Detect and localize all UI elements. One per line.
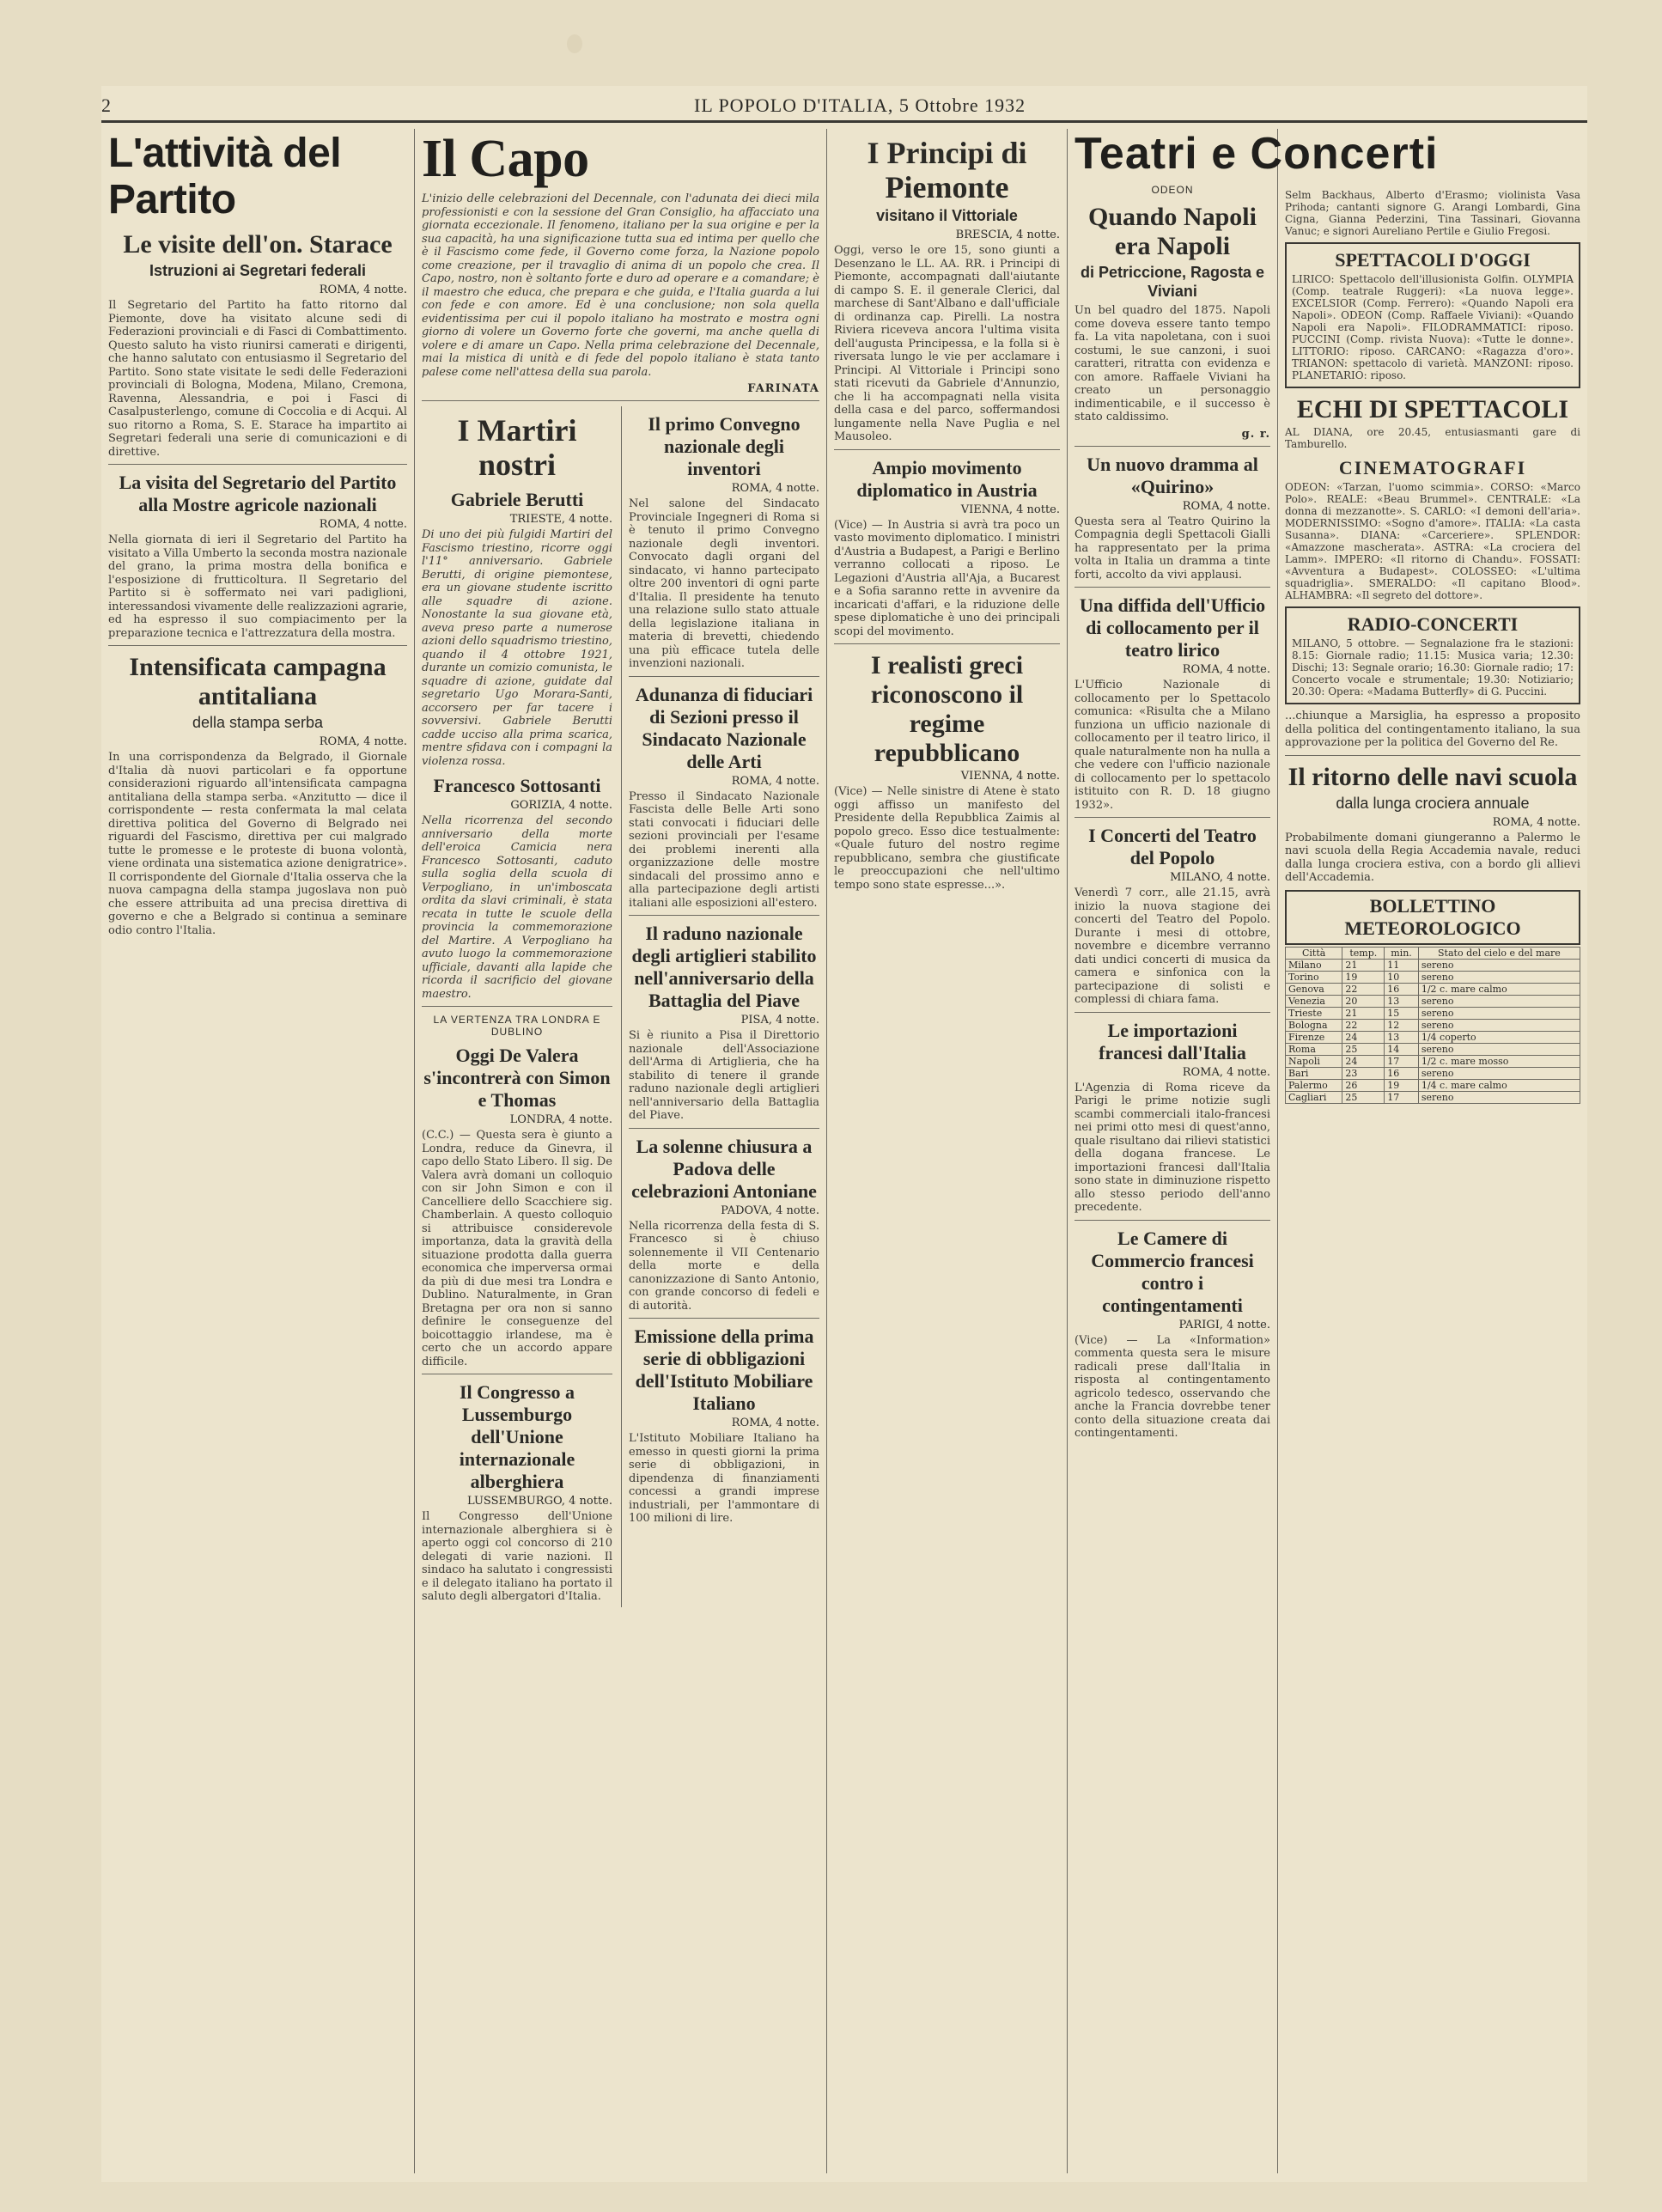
- dateline: ROMA, 4 notte.: [731, 482, 819, 495]
- martyr-name: Francesco Sottosanti: [433, 775, 601, 796]
- article-title: Il ritorno delle navi scuola: [1288, 762, 1578, 791]
- divider: [1075, 587, 1270, 588]
- article-body: Nella ricorrenza della festa di S. Francesco si è chiuso solennemente il VII Centenario della morte e della canonizzazione di Santo Antonio, con grande concorso di fedeli e di autorità.: [629, 1219, 819, 1313]
- table-row: [1286, 971, 1580, 983]
- table-cell: Trieste: [1286, 1007, 1342, 1019]
- divider: [1285, 755, 1580, 756]
- divider: [834, 643, 1060, 644]
- dateline: ROMA, 4 notte.: [1182, 499, 1270, 513]
- table-cell: sereno: [1418, 1019, 1580, 1031]
- meteo-title: BOLLETTINO METEOROLOGICO: [1285, 890, 1580, 945]
- table-row: [1286, 959, 1580, 971]
- table-cell: Torino: [1286, 971, 1342, 983]
- meteo-table: [1285, 947, 1580, 1104]
- box-title: RADIO-CONCERTI: [1347, 613, 1519, 635]
- column-5: [1278, 129, 1587, 2173]
- article-title: La visita del Segretario del Partito alla Mostre agricole nazionali: [119, 472, 397, 515]
- table-cell: Milano: [1286, 959, 1342, 971]
- dateline: PARIGI, 4 notte.: [1178, 1318, 1270, 1331]
- article-body: (Vice) — Nelle sinistre di Atene è stato oggi affisso un manifesto del Presidente della Repubblica Zaimis al popolo greco. Esso dice testualmente: «Quale futuro del nostro regime repubblicano, sembra che giustificate le preoccupazioni che nell'ultimo tempo sono state espresse...».: [834, 785, 1060, 892]
- theatre-name: ODEON: [1151, 184, 1194, 196]
- sub-column-right: [621, 406, 819, 1607]
- table-cell: 21: [1342, 959, 1385, 971]
- section-heading-partito: L'attività del Partito: [108, 131, 342, 222]
- dateline: VIENNA, 4 notte.: [960, 770, 1060, 783]
- article-body: (C.C.) — Questa sera è giunto a Londra, reduce da Ginevra, il capo dello Stato Libero. Il sig. De Valera avrà domani un colloquio con sir John Simon e con il Cancelliere dello Scacchiere sig. Chamberlain. A questo colloquio si attribuisce considerevole importanza, data la gravità della situazione prodotta dalla guerra economica che imperversa ormai da più di due mesi tra Londra e Dublino. Naturalmente, in Gran Bretagna per ora non si sanno definire le conseguenze del boicottaggio irlandese, ma è certo che un accordo appare difficile.: [422, 1129, 612, 1368]
- article-title: La solenne chiusura a Padova delle celebrazioni Antoniane: [631, 1135, 817, 1202]
- table-cell: 12: [1385, 1019, 1419, 1031]
- table-cell: sereno: [1418, 1043, 1580, 1055]
- table-cell: 20: [1342, 995, 1385, 1007]
- dateline: GORIZIA, 4 notte.: [510, 799, 612, 812]
- table-cell: Roma: [1286, 1043, 1342, 1055]
- martyr-name: Gabriele Berutti: [450, 489, 584, 510]
- dateline: ROMA, 4 notte.: [1182, 1065, 1270, 1079]
- newspaper-page: [101, 86, 1587, 2182]
- table-row: [1286, 1091, 1580, 1103]
- table-row: [1286, 1031, 1580, 1043]
- article-title: Un nuovo dramma al «Quirino»: [1087, 453, 1258, 497]
- dateline: VIENNA, 4 notte.: [960, 503, 1060, 516]
- running-head: [101, 86, 1587, 123]
- article-title: Il raduno nazionale degli artiglieri stabilito nell'anniversario della Battaglia del Piave: [631, 923, 817, 1011]
- table-row: [1286, 1067, 1580, 1079]
- article-subtitle: visitano il Vittoriale: [876, 207, 1018, 224]
- meteo-header-cell: Stato del cielo e del mare: [1418, 947, 1580, 959]
- table-row: [1286, 995, 1580, 1007]
- table-cell: 26: [1342, 1079, 1385, 1091]
- article-title: Quando Napoli era Napoli: [1088, 203, 1257, 260]
- table-cell: Bologna: [1286, 1019, 1342, 1031]
- table-cell: 14: [1385, 1043, 1419, 1055]
- table-cell: Firenze: [1286, 1031, 1342, 1043]
- meteo-header-cell: min.: [1385, 947, 1419, 959]
- article-body: L'Agenzia di Roma riceve da Parigi le prime notizie sugli scambi commerciali italo-francesi nei primi otto mesi di quest'anno, quale risultano dai rilievi statistici della dogana francese. Le importazioni francesi dall'Italia sono state in diminuzione rispetto allo stesso periodo dell'anno precedente.: [1075, 1081, 1270, 1214]
- table-cell: sereno: [1418, 1067, 1580, 1079]
- table-cell: Palermo: [1286, 1079, 1342, 1091]
- divider: [422, 1006, 612, 1007]
- article-body: Probabilmente domani giungeranno a Palermo le navi scuola della Regia Accademia navale, reduci dalla lunga crociera estiva, con a bordo gli allievi dell'Accademia.: [1285, 831, 1580, 884]
- table-cell: 22: [1342, 1019, 1385, 1031]
- article-title: Oggi De Valera s'incontrerà con Simon e Thomas: [423, 1045, 611, 1111]
- article-subtitle: Istruzioni ai Segretari federali: [149, 262, 367, 279]
- table-cell: sereno: [1418, 995, 1580, 1007]
- masthead-line: IL POPOLO D'ITALIA, 5 Ottobre 1932: [694, 94, 1026, 116]
- table-cell: 25: [1342, 1091, 1385, 1103]
- table-cell: 17: [1385, 1091, 1419, 1103]
- table-cell: Cagliari: [1286, 1091, 1342, 1103]
- article-body: Nella giornata di ieri il Segretario del Partito ha visitato a Villa Umberto la seconda mostra nazionale del grano, la prima mostra della bonifica e l'esposizione di frutticoltura. Il Segretario del Partito si è soffermato nei vari padiglioni, interessandosi vivamente delle realizzazioni agrarie, ed ha espresso il suo compiacimento per la preparazione tecnica e l'attrezzatura della mostra.: [108, 533, 407, 640]
- dateline: ROMA, 4 notte.: [1182, 663, 1270, 676]
- box-title: SPETTACOLI D'OGGI: [1335, 249, 1531, 271]
- spettacoli-box: [1285, 242, 1580, 388]
- section-heading-teatri: Teatri e Concerti: [1075, 129, 1439, 179]
- table-cell: 1/4 coperto: [1418, 1031, 1580, 1043]
- dateline: LUSSEMBURGO, 4 notte.: [467, 1495, 612, 1508]
- article-body: Nel salone del Sindacato Provinciale Ingegneri di Roma si è tenuto il primo Convegno nazionale degli inventori. Convocato dagli organi del sindacato, vi hanno partecipato oltre 200 inventori di ogni parte d'Italia. Il presidente ha tenuto una relazione sullo stato attuale della legislazione italiana in materia di brevetti, chiedendo una più efficace tutela delle invenzioni nazionali.: [629, 497, 819, 670]
- dateline: PISA, 4 notte.: [740, 1014, 819, 1027]
- editorial-signature: FARINATA: [747, 382, 819, 395]
- dateline: ROMA, 4 notte.: [319, 283, 407, 296]
- table-cell: sereno: [1418, 1007, 1580, 1019]
- table-cell: 16: [1385, 1067, 1419, 1079]
- article-title: Una diffida dell'Ufficio di collocamento per il teatro lirico: [1079, 594, 1266, 661]
- article-body: Il Congresso dell'Unione internazionale alberghiera si è aperto oggi col concorso di 210 delegati di varie nazioni. Il sindaco ha salutato i congressisti e il delegato italiano ha portato il saluto degli albergatori d'Italia.: [422, 1510, 612, 1603]
- table-cell: 23: [1342, 1067, 1385, 1079]
- divider: [834, 449, 1060, 450]
- divider: [1075, 1220, 1270, 1221]
- table-cell: 22: [1342, 983, 1385, 995]
- article-title: Ampio movimento diplomatico in Austria: [856, 456, 1038, 501]
- table-cell: 19: [1385, 1079, 1419, 1091]
- table-cell: sereno: [1418, 959, 1580, 971]
- dateline: ROMA, 4 notte.: [319, 518, 407, 531]
- divider: [108, 464, 407, 465]
- article-title: I realisti greci riconoscono il regime repubblicano: [870, 651, 1024, 767]
- two-column-block: [422, 406, 819, 1607]
- table-cell: 13: [1385, 995, 1419, 1007]
- divider: [629, 676, 819, 677]
- article-title: I Principi di Piemonte: [867, 136, 1027, 204]
- dateline: BRESCIA, 4 notte.: [955, 229, 1060, 241]
- ink-spot: [567, 34, 582, 53]
- article-body: Selm Backhaus, Alberto d'Erasmo; violinista Vasa Prihoda; cantanti signore G. Arangi Lombardi, Gina Cigna, Gianna Pederzini, Tina Tassinari, Giovanna Vanuc; e signori Aureliano Pertile e Giulio Fregosi.: [1285, 189, 1580, 237]
- article-subtitle: di Petriccione, Ragosta e Viviani: [1080, 264, 1265, 300]
- radio-box: [1285, 606, 1580, 704]
- table-cell: 16: [1385, 983, 1419, 995]
- divider: [629, 1128, 819, 1129]
- table-cell: 1/4 c. mare calmo: [1418, 1079, 1580, 1091]
- article-body: Questa sera al Teatro Quirino la Compagnia degli Spettacoli Gialli ha rappresentato per la prima volta in Italia un dramma a tinte forti, accolto da vivi applausi.: [1075, 515, 1270, 582]
- article-title: Intensificata campagna antitaliana: [129, 653, 387, 710]
- table-row: [1286, 1019, 1580, 1031]
- table-cell: 15: [1385, 1007, 1419, 1019]
- article-title: Le importazioni francesi dall'Italia: [1099, 1019, 1246, 1063]
- table-row: [1286, 1079, 1580, 1091]
- dateline: TRIESTE, 4 notte.: [509, 513, 612, 526]
- table-cell: 25: [1342, 1043, 1385, 1055]
- editorial-body: L'inizio delle celebrazioni del Decennale, con l'adunata dei dieci mila professionisti e con la sessione del Gran Consiglio, ha affacciato una giornata eccezionale. Il fenomeno, italiano per la sua origine e per la sua capacità, ha una significazione tutta sua ed intima per quello che è il Fascismo come fede, il Governo come forza, la Nazione popolo come creazione, per il travaglio di anima di un popolo che crea. Il Capo, nostro, non è soltanto forte e duro ad operare e a comandare; è il maestro che educa, che prepara e che guida, e l'Italia guarda a lui con fede e con amore. Ed è una conclusione; non sola quella evidentissima per cui il popolo italiano ha mostrato e mostra ogni giorno di volere un Governo forte che governi, ma anche quella di volere e di amare un Capo. Nella prima celebrazione del Decennale, mai la mistica di unità e di fede del popolo italiano è stata tanto palese come nell'attesa della sua parola.: [422, 192, 819, 379]
- page-number: 2: [101, 94, 112, 116]
- article-body: ...chiunque a Marsiglia, ha espresso a proposito della politica del contingentamento italiano, la sua approvazione per la politica del Governo del Re.: [1285, 710, 1580, 749]
- table-row: [1286, 983, 1580, 995]
- box-body: MILANO, 5 ottobre. — Segnalazione fra le stazioni: 8.15: Giornale radio; 11.15: Musica varia; 12.30: Dischi; 13: Segnale orario; 16.30: Giornale radio; 17: Concerto vocale e strumentale; 19.30: Notiziario; 20.30: Opera: «Madama Butterfly» di G. Puccini.: [1292, 637, 1574, 698]
- table-row: [1286, 1055, 1580, 1067]
- divider: [108, 645, 407, 646]
- dateline: LONDRA, 4 notte.: [509, 1113, 612, 1126]
- table-cell: sereno: [1418, 971, 1580, 983]
- article-title: Le Camere di Commercio francesi contro i contingentamenti: [1091, 1227, 1254, 1316]
- meteo-table-body: [1286, 959, 1580, 1103]
- table-row: [1286, 1043, 1580, 1055]
- article-title: Le visite dell'on. Starace: [123, 230, 393, 259]
- table-cell: 24: [1342, 1055, 1385, 1067]
- table-cell: Genova: [1286, 983, 1342, 995]
- article-body: (Vice) — La «Information» commenta questa sera le misure radicali prese dall'Italia in risposta al contingentamento agricolo tedesco, osservando che anche la Francia dovrebbe tener conto della situazione creata dai contingentamenti.: [1075, 1333, 1270, 1440]
- divider: [629, 915, 819, 916]
- article-body: Venerdì 7 corr., alle 21.15, avrà inizio la nuova stagione dei concerti del Teatro del Popolo. Durante i mesi di ottobre, novembre e dicembre verranno dati undici concerti di musica da camera e sinfonica con la partecipazione di solisti e complessi di chiara fama.: [1075, 887, 1270, 1006]
- article-body: In una corrispondenza da Belgrado, il Giornale d'Italia dà nuovi particolari e fa opportune considerazioni riguardo all'intensificata campagna antitaliana della stampa serba. «Anzitutto — dice il corrispondente — resta confermata la mal celata direttiva politica del Governo di Belgrado nei riguardi del Fascismo, direttiva per cui malgrado tutte le promesse e le proteste di buona volontà, viene ordinata una sistematica azione denigratrice». Il corrispondente del Giornale d'Italia osserva che la nuova campagna della stampa jugoslava non può che essere attribuita ad una precisa direttiva di governo e che a Belgrado si continua a seminare odio contro l'Italia.: [108, 751, 407, 937]
- article-title: I Martiri nostri: [457, 413, 577, 482]
- article-body: Nella ricorrenza del secondo anniversario della morte dell'eroica Camicia nera Francesco Sottosanti, caduto sulla soglia della scuola di Verpogliano, in un'imboscata ordita da slavi criminali, è stata recata in tutte le scuole della provincia la commemorazione del Martire. A Verpogliano ha avuto luogo la commemorazione ufficiale, davanti alla lapide che ricorda il sacrificio del giovane maestro.: [422, 814, 612, 1001]
- article-body: ODEON: «Tarzan, l'uomo scimmia». CORSO: «Marco Polo». REALE: «Beau Brummel». CENTRALE: «La donna di mezzanotte». S. CARLO: «I demoni dell'aria». MODERNISSIMO: «Sogno d'amore». ITALIA: «La casta Susanna». DIANA: «Carceriere». SPLENDOR: «Amazzone mascherata». ASTRA: «La crociera del Lamm». IMPERO: «Il ritorno di Chandu». FOSSATI: «Avventura a Budapest». COLOSSEO: «L'ultima squadriglia». SMERALDO: «Il capitano Blood». ALHAMBRA: «Il segreto del dottore».: [1285, 481, 1580, 601]
- article-title: Il Congresso a Lussemburgo dell'Unione internazionale alberghiera: [459, 1381, 575, 1492]
- article-title: I Concerti del Teatro del Popolo: [1088, 825, 1257, 868]
- column-3: [827, 129, 1068, 2173]
- table-row: [1286, 1007, 1580, 1019]
- article-body: Si è riunito a Pisa il Direttorio nazionale dell'Associazione dell'Arma di Artiglieria, che ha stabilito di tenere il grande raduno nazionale degli artiglieri nell'anniversario della Battaglia del Piave.: [629, 1029, 819, 1122]
- table-cell: Bari: [1286, 1067, 1342, 1079]
- article-signature: g. r.: [1241, 427, 1270, 441]
- article-body: L'Istituto Mobiliare Italiano ha emesso in questi giorni la prima serie di obbligazioni, in dipendenza di finanziamenti concessi a grandi imprese industriali, per l'ammontare di 100 milioni di lire.: [629, 1432, 819, 1525]
- article-kicker: LA VERTENZA TRA LONDRA E DUBLINO: [433, 1014, 601, 1038]
- table-cell: 13: [1385, 1031, 1419, 1043]
- article-body: Oggi, verso le ore 15, sono giunti a Desenzano le LL. AA. RR. i Principi di Piemonte, accompagnati dall'aiutante di campo S. E. il generale Clerici, dal marchese di Sant'Albano e dall'ufficiale di ordinanza cap. Pirelli. La nostra Riviera riceveva ancora l'ultima visita dell'augusta Principessa, e la folla si è riversata lungo le vie per acclamare i Principi. Al Vittoriale i Principi sono stati ricevuti da Gabriele d'Annunzio, che li ha accompagnati nella visita della casa e del parco, soffermandosi lungamente nella Nave Puglia e nel Mausoleo.: [834, 244, 1060, 443]
- divider: [1075, 1012, 1270, 1013]
- article-subtitle: della stampa serba: [192, 714, 324, 731]
- article-title: ECHI DI SPETTACOLI: [1296, 395, 1569, 424]
- table-cell: 24: [1342, 1031, 1385, 1043]
- table-cell: 17: [1385, 1055, 1419, 1067]
- table-cell: 21: [1342, 1007, 1385, 1019]
- table-cell: Venezia: [1286, 995, 1342, 1007]
- article-title: Adunanza di fiduciari di Sezioni presso il Sindacato Nazionale delle Arti: [635, 683, 813, 772]
- article-title: Il primo Convegno nazionale degli inventori: [648, 413, 801, 479]
- dateline: MILANO, 4 notte.: [1170, 871, 1270, 884]
- divider: [422, 400, 819, 401]
- article-body: Presso il Sindacato Nazionale Fascista delle Belle Arti sono stati convocati i fiduciari delle sezioni provinciali per l'esame dei problemi inerenti alla organizzazione delle mostre sindacali del prossimo anno e alla partecipazione degli artisti italiani alle esposizioni all'estero.: [629, 789, 819, 910]
- dateline: ROMA, 4 notte.: [1492, 815, 1580, 829]
- meteo-header-cell: temp.: [1342, 947, 1385, 959]
- divider: [1075, 817, 1270, 818]
- table-cell: 1/2 c. mare calmo: [1418, 983, 1580, 995]
- table-cell: Napoli: [1286, 1055, 1342, 1067]
- dateline: PADOVA, 4 notte.: [721, 1203, 819, 1217]
- article-body: Il Segretario del Partito ha fatto ritorno dal Piemonte, dove ha visitato alcune sedi di Federazioni provinciali e di Fasci di Combattimento. Questo saluto ha visto riunirsi camerati e dirigenti, che hanno salutato con entusiasmo il Segretario del Partito. Sono state visitate le sedi delle Federazioni provinciali di Bologna, Modena, Milano, Cremona, Ravenna, Alessandria, e poi i Fasci di Casalpusterlengo, comune di Coccolia e di Acqui. Al suo ritorno a Roma, S. E. Starace ha impartito ai Segretari federali una serie di comunicazioni e di direttive.: [108, 299, 407, 459]
- column-2: [415, 129, 827, 2173]
- article-body: (Vice) — In Austria si avrà tra poco un vasto movimento diplomatico. I ministri d'Austria a Budapest, a Parigi e Berlino verranno collocati a riposo. Le Legazioni d'Austria all'Aja, a Bucarest e a Sofia saranno rette in avvenire da incaricati d'affari, e la riduzione delle spese diplomatiche è uno dei principali scopi del movimento.: [834, 518, 1060, 638]
- table-cell: 11: [1385, 959, 1419, 971]
- table-cell: 19: [1342, 971, 1385, 983]
- meteo-header-cell: Città: [1286, 947, 1342, 959]
- article-body: AL DIANA, ore 20.45, entusiasmanti gare di Tamburello.: [1285, 426, 1580, 450]
- sub-column-left: [422, 406, 612, 1607]
- article-subtitle: dalla lunga crociera annuale: [1336, 794, 1530, 812]
- box-body: LIRICO: Spettacolo dell'illusionista Golfin. OLYMPIA (Comp. teatrale Ruggeri): «La nuova legge». EXCELSIOR (Comp. Ferrero): «Quando Napoli era Napoli». ODEON (Comp. Raffaele Viviani): «Quando Napoli era Napoli». FILODRAMMATICI: riposo. PUCCINI (Comp. rivista Nuova): «Tutte le donne». LITTORIO: riposo. CARCANO: «Ragazza d'oro». TRIANON: spettacolo di varietà. MANZONI: riposo. PLANETARIO: riposo.: [1292, 273, 1574, 381]
- article-title: Emissione della prima serie di obbligazioni dell'Istituto Mobiliare Italiano: [634, 1325, 814, 1414]
- divider: [629, 1318, 819, 1319]
- article-body: Un bel quadro del 1875. Napoli come doveva essere tanto tempo fa. La vita napoletana, con i suoi costumi, le sue canzoni, i suoi caratteri, ritratta con evidenza e con amore. Raffaele Viviani ha creato un personaggio indimenticabile, e il successo è stato caldissimo.: [1075, 304, 1270, 424]
- meteo-header-row: [1286, 947, 1580, 959]
- dateline: ROMA, 4 notte.: [319, 735, 407, 748]
- table-cell: 10: [1385, 971, 1419, 983]
- divider: [1075, 446, 1270, 447]
- section-heading-capo: Il Capo: [422, 130, 589, 188]
- article-body: Di uno dei più fulgidi Martiri del Fascismo triestino, ricorre oggi l'11° anniversario. Gabriele Berutti, di origine piemontese, era un giovane studente iscritto alle squadre di azione. Nonostante la sua giovane età, aveva preso parte a numerose azioni dello squadrismo triestino, quando il 4 ottobre 1921, durante un comizio comunista, le squadre di azione, guidate dal segretario Ugo Morara-Santi, accorsero per far tacere i sovversivi. Gabriele Berutti cadde ucciso alla prima scarica, mentre sfidava con i compagni la violenza rossa.: [422, 528, 612, 768]
- column-1: [101, 129, 415, 2173]
- dateline: ROMA, 4 notte.: [731, 774, 819, 788]
- dateline: ROMA, 4 notte.: [731, 1417, 819, 1429]
- article-body: L'Ufficio Nazionale di collocamento per lo Spettacolo comunica: «Risulta che a Milano funziona un ufficio nazionale di collocamento per il teatro lirico, il quale naturalmente non ha nulla a che vedere con l'ufficio nazionale di collocamento per lo spettacolo istituito con R. D. 18 giugno 1932».: [1075, 679, 1270, 812]
- table-cell: sereno: [1418, 1091, 1580, 1103]
- article-title: CINEMATOGRAFI: [1338, 457, 1527, 478]
- table-cell: 1/2 c. mare mosso: [1418, 1055, 1580, 1067]
